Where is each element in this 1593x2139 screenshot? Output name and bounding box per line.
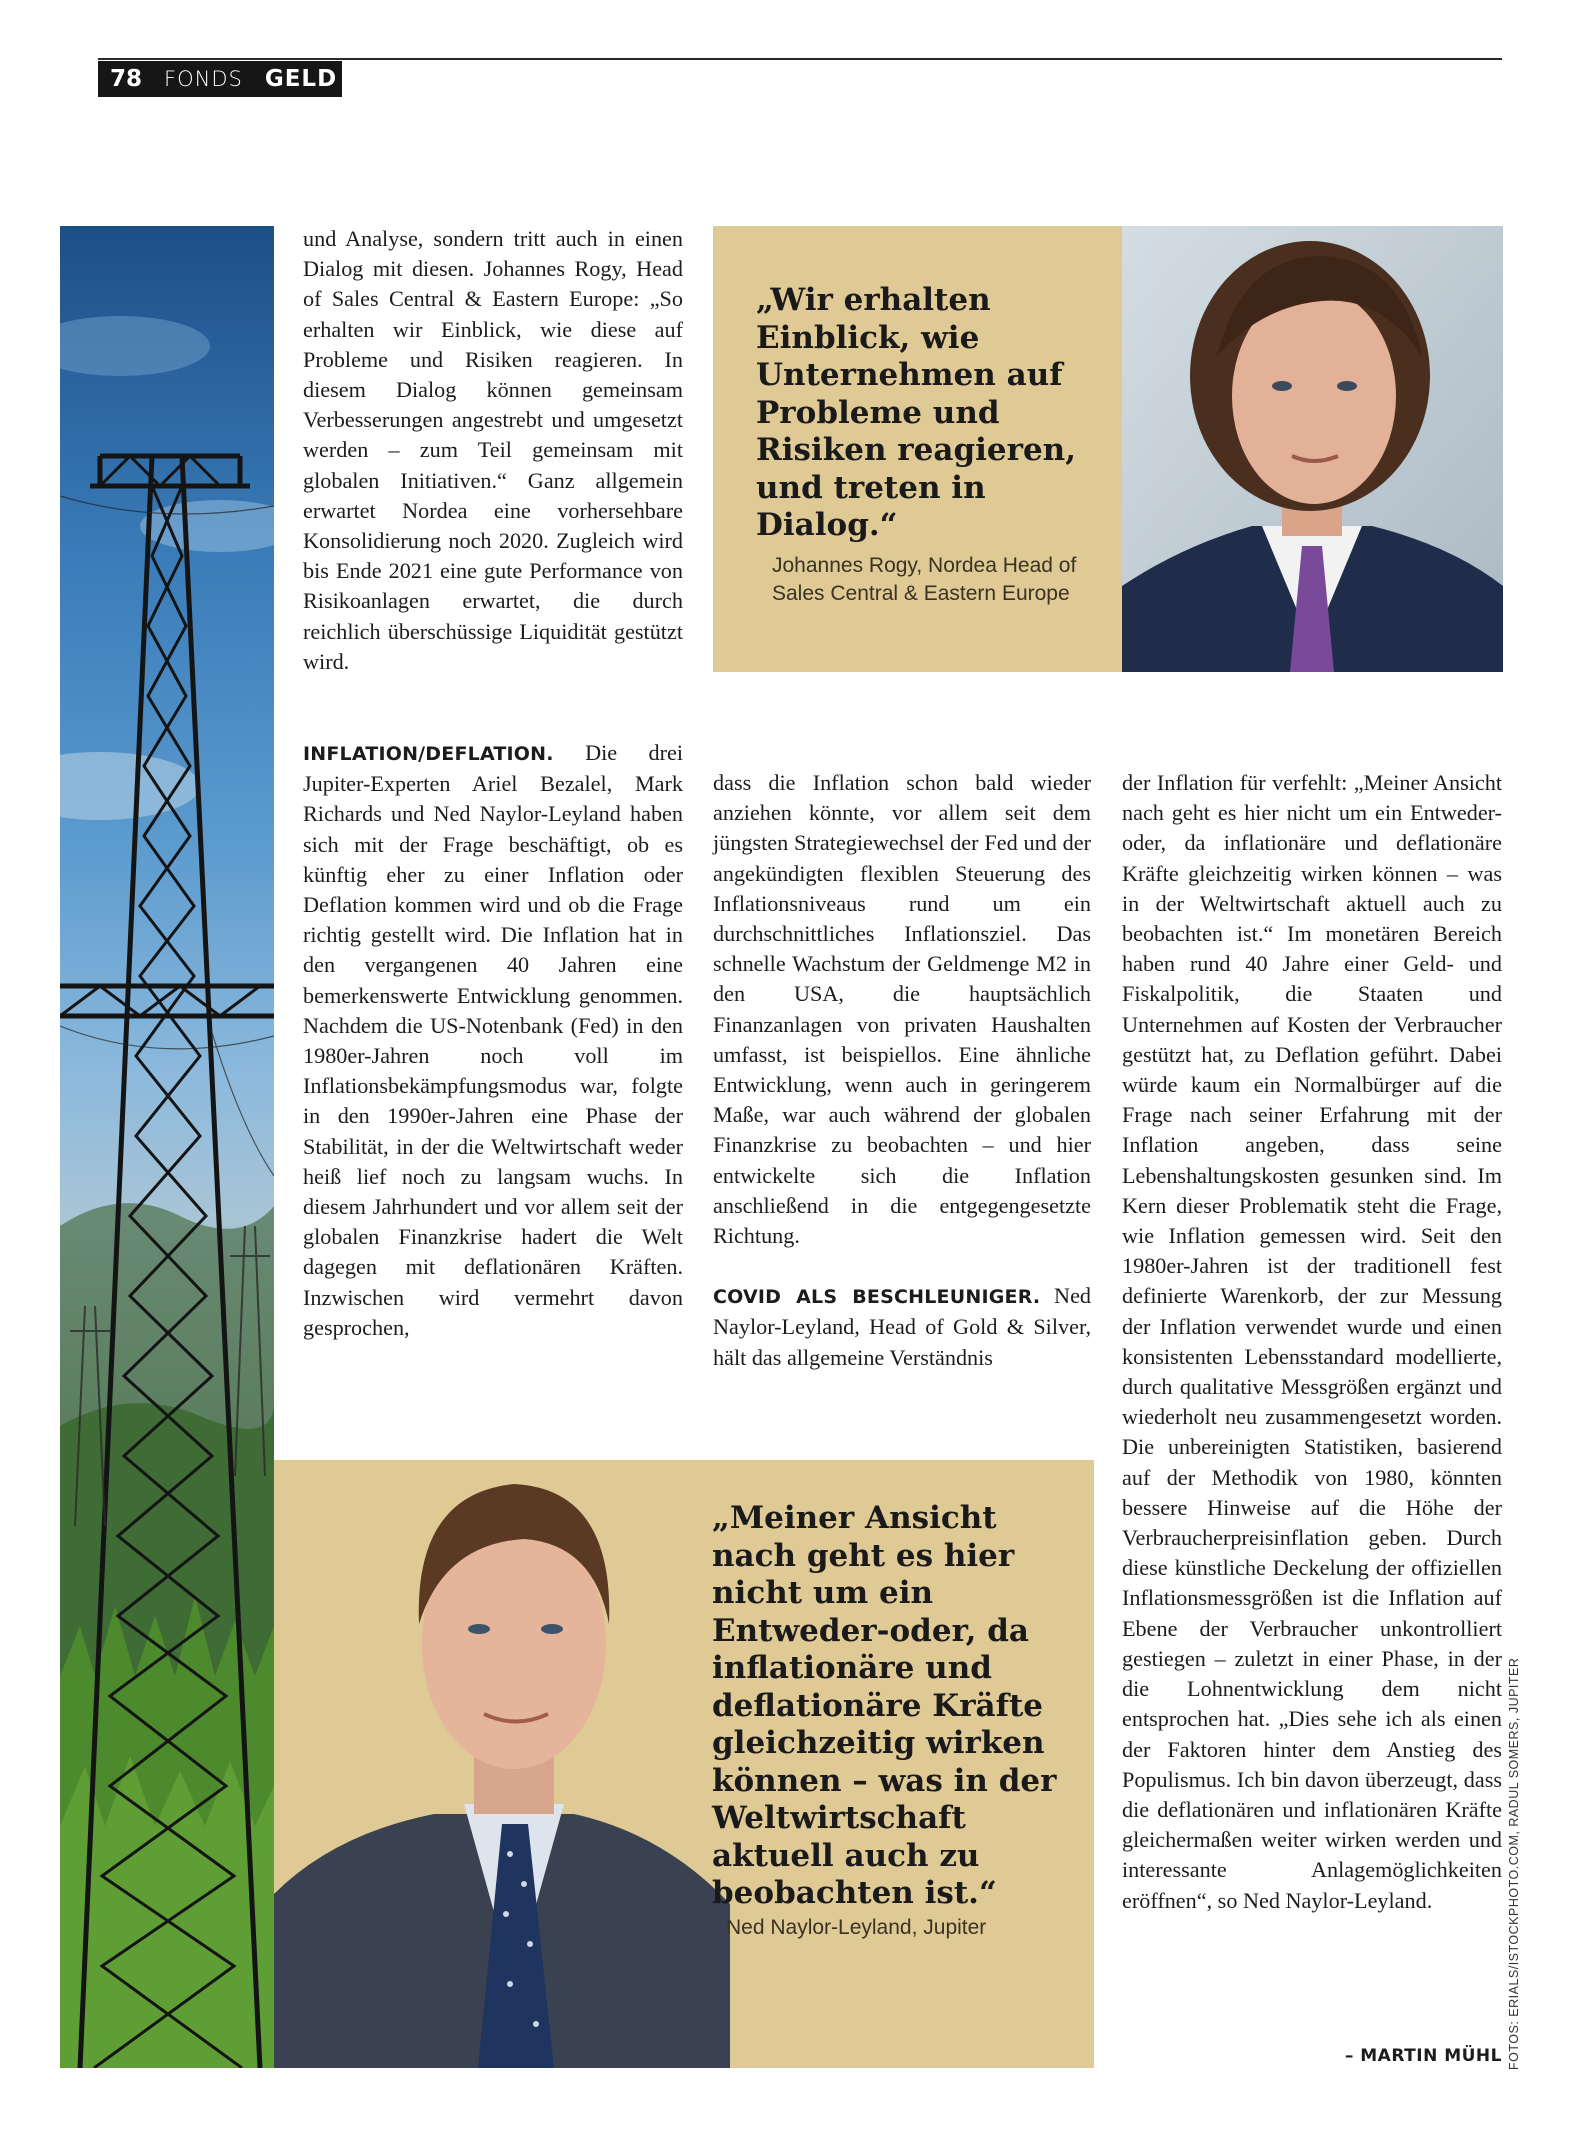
paragraph: der Inflation für verfehlt: „Meiner Ansicht nach geht es hier nicht um ein Entweder-oder, da inflationäre und deflationäre Kräfte gleichzeitig wirken können – was in der Weltwirtschaft aktuell auch zu beobachten ist.“ Im monetären Bereich haben rund 40 Jahre einer Geld- und Fiskalpolitik, die Staaten und Unternehmen auf Kosten der Verbraucher gestützt hat, zu Deflation geführt. Dabei würde kaum ein Normalbürger auf die Frage nach seiner Erfahrung mit der Inflation angeben, dass seine Lebenshaltungskosten gesunken sind. Im Kern dieser Problematik steht die Frage, wie Inflation gemessen wird. Seit den 1980er-Jahren ist der traditionell fest definierte Warenkorb, der zur Messung der Inflation verwendet wurde und einen konsistenten Lebensstandard modellierte, durch qualitative Messgrößen ergänzt und wiederholt neu zusammengesetzt worden. Die unbereinigten Statistiken, basierend auf der Methodik von 1980, könnten bessere Hinweise auf die Höhe der Verbraucherpreisinflation geben. Durch diese künstliche Deckelung der offiziellen Inflationsmessgrößen ist die Inflation auf Ebene der Verbraucher unkontrolliert gestiegen – zuletzt in einer Phase, in der die Lohnentwicklung dem nicht entsprochen hat. „Dies sehe ich als einen der Faktoren hinter dem Anstieg des Populismus. Ich bin davon überzeugt, dass die deflationären und inflationären Kräfte gleichermaßen weiter wirken werden und interessante Anlagemöglichkeiten eröffnen“, so Ned Naylor-Leyland. <box>1122 770 1502 1913</box>
pull-quote-naylor-leyland: „Meiner Ansicht nach geht es hier nicht um ein Entweder-oder, da inflationäre und deflationäre Kräfte gleichzeitig wirken können – was in der Weltwirtschaft aktuell auch zu beobachten ist.“ <box>712 1500 1057 1911</box>
paragraph <box>713 1281 1091 1373</box>
subhead-covid: COVID ALS BESCHLEUNIGER. <box>713 1286 1041 1309</box>
paragraph <box>303 738 683 1343</box>
topic-label: GELD <box>264 66 338 92</box>
article-col1-inflation <box>303 738 683 1343</box>
author-byline: – MARTIN MÜHL <box>1344 2046 1502 2066</box>
article-col2 <box>713 768 1091 1373</box>
article-col3 <box>1122 768 1502 1916</box>
covid-text: Ned Naylor-Leyland, Head of Gold & Silver, hält das allgemeine Verständnis <box>713 1283 1092 1370</box>
pylon-illustration <box>60 226 274 2068</box>
portrait-rogy-image <box>1122 226 1503 672</box>
portrait-naylor-image <box>274 1424 730 2068</box>
subhead-inflation: INFLATION/DEFLATION. <box>303 743 554 765</box>
paragraph: dass die Inflation schon bald wieder anziehen könnte, vor allem seit dem jüngsten Strategiewechsel der Fed und der angekündigten flexiblen Steuerung des Inflationsniveaus rund um ein durchschnittliches Inflationsziel. Das schnelle Wachstum der Geldmenge M2 in den USA, die hauptsächlich Finanzanlagen von privaten Haushalten umfasst, ist beispiellos. Eine ähnliche Entwicklung, wenn auch in geringerem Maße, war auch während der globalen Finanzkrise zu beobachten – und hier entwickelte sich die Inflation anschließend in die entgegengesetzte Richtung. <box>713 770 1091 1249</box>
header-rule <box>98 58 1502 60</box>
power-pylon-photo <box>60 226 274 2068</box>
photo-credit: FOTOS: ERIALS/ISTOCKPHOTO.COM, RADUL SOMERS, JUPITER <box>1507 1657 1521 2070</box>
portrait-ned-naylor-leyland <box>274 1424 730 2068</box>
quote-attribution-naylor-leyland: Ned Naylor-Leyland, Jupiter <box>726 1916 987 1939</box>
page-number: 78 <box>110 66 143 92</box>
paragraph: und Analyse, sondern tritt auch in einen Dialog mit diesen. Johannes Rogy, Head of Sales Central & Eastern Europe: „So erhalten wir Einblick, wie diese auf Probleme und Risiken reagieren. In diesem Dialog können gemeinsam Verbesserungen angestrebt und umgesetzt werden – zum Teil gemeinsam mit globalen Initiativen.“ Ganz allgemein erwartet Nordea eine vorhersehbare Konsolidierung noch 2020. Zugleich wird bis Ende 2021 eine gute Performance von Risikoanlagen erwartet, die durch reichlich überschüssige Liquidität gestützt wird. <box>303 226 683 674</box>
pull-quote-rogy: „Wir erhalten Einblick, wie Unternehmen auf Probleme und Risiken reagieren, und treten in Dialog.“ <box>756 282 1077 543</box>
article-col1-top <box>303 224 683 677</box>
portrait-johannes-rogy <box>1122 226 1503 672</box>
section-label: FONDS <box>164 67 243 91</box>
page-header <box>98 61 342 97</box>
quote-attribution-rogy: Johannes Rogy, Nordea Head of Sales Central & Eastern Europe <box>772 554 1077 605</box>
inflation-text: Die drei Jupiter-Experten Ariel Bezalel, Mark Richards und Ned Naylor-Leyland haben sich mit der Frage beschäftigt, ob es künftig eher zu einer Inflation oder Deflation kommen wird und ob die Frage richtig gestellt wird. Die Inflation hat in den vergangenen 40 Jahren eine bemerkenswerte Entwicklung genommen. Nachdem die US-Notenbank (Fed) in den 1980er-Jahren noch voll im Inflationsbekämpfungsmodus war, folgte in den 1990er-Jahren eine Phase der Stabilität, in der die Weltwirtschaft weder heiß lief noch zu langsam wuchs. In diesem Jahrhundert und vor allem seit der globalen Finanzkrise hadert die Welt dagegen mit deflationären Kräften. Inzwischen wird vermehrt davon gesprochen, <box>303 740 683 1340</box>
